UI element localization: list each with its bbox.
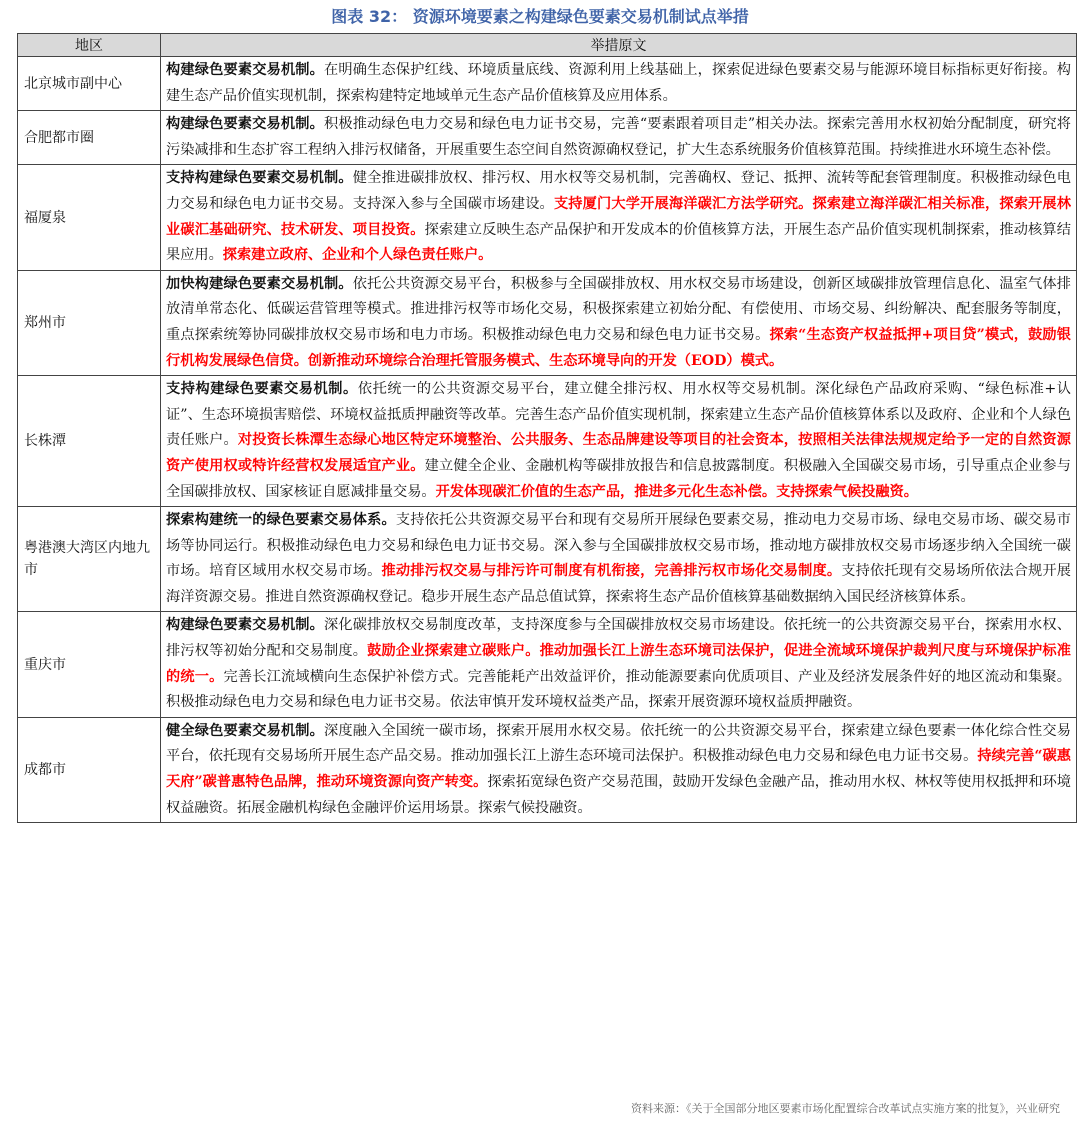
region-cell: 重庆市 — [18, 612, 161, 717]
table-body — [18, 57, 1077, 823]
table-row — [18, 111, 1077, 165]
body-text: 健全推进碳排放权、排污权、用水权等交易机制，完善确权、登记、抵押、流转等配套管理制度。积极推动绿色电力交易和绿色电力证书交易。支持深入参与全国碳市场建设。 — [166, 170, 1071, 212]
body-text: 探索拓宽绿色资产交易范围，鼓励开发绿色金融产品，推动用水权、林权等使用权抵押和环境权益融资。拓展金融机构绿色金融评价运用场景。探索气候投融资。 — [166, 774, 1071, 816]
measure-heading: 构建绿色要素交易机制。 — [166, 617, 325, 634]
measures-cell — [161, 270, 1077, 375]
region-cell: 北京城市副中心 — [18, 57, 161, 111]
body-text: 依托统一的公共资源交易平台，建立健全排污权、用水权等交易机制。深化绿色产品政府采购、“绿色标准+认证”、生态环境损害赔偿、环境权益抵质押融资等改革。完善生态产品价值实现机制，探索建立生态产品价值核算体系以及政府、企业和个人绿色责任账户。 — [166, 381, 1071, 449]
table-row — [18, 507, 1077, 612]
measure-heading: 构建绿色要素交易机制。 — [166, 62, 325, 78]
region-cell: 长株潭 — [18, 376, 161, 507]
highlighted-text: 持续完善“碳惠天府”碳普惠特色品牌，推动环境资源向资产转变。 — [166, 748, 1071, 791]
measure-heading: 支持构建绿色要素交易机制。 — [166, 381, 358, 398]
table-row — [18, 270, 1077, 375]
region-cell: 成都市 — [18, 717, 161, 822]
body-text: 深化碳排放权交易制度改革，支持深度参与全国碳排放权交易市场建设。依托统一的公共资源交易平台，探索用水权、排污权等初始分配和交易制度。 — [166, 617, 1071, 660]
table-row — [18, 376, 1077, 507]
region-cell: 郑州市 — [18, 270, 161, 375]
table-row — [18, 717, 1077, 822]
table-row — [18, 57, 1077, 111]
measure-heading: 支持构建绿色要素交易机制。 — [166, 170, 353, 187]
measures-table — [17, 33, 1077, 823]
measures-cell — [161, 165, 1077, 270]
body-text: 在明确生态保护红线、环境质量底线、资源利用上线基础上，探索促进绿色要素交易与能源环境目标指标更好衔接。构建生态产品价值实现机制，探索构建特定地域单元生态产品价值核算及应用体系。 — [166, 62, 1071, 104]
body-text: 积极推动绿色电力交易和绿色电力证书交易，完善“要素跟着项目走”相关办法。探索完善用水权初始分配制度，研究将污染减排和生态扩容工程纳入排污权储备，开展重要生态空间自然资源确权登记，扩大生态系统服务价值核算范围。持续推进水环境生态补偿。 — [166, 116, 1071, 158]
highlighted-text: 探索“生态资产权益抵押+项目贷”模式，鼓励银行机构发展绿色信贷。创新推动环境综合治理托管服务模式、生态环境导向的开发（EOD）模式。 — [166, 326, 1071, 369]
body-text: 建立健全企业、金融机构等碳排放报告和信息披露制度。积极融入全国碳交易市场，引导重点企业参与全国碳排放权、国家核证自愿减排量交易。 — [166, 457, 1071, 500]
body-text: 支持依托现有交易场所依法合规开展海洋资源交易。推进自然资源确权登记。稳步开展生态产品总值试算，探索将生态产品价值核算基础数据纳入国民经济核算体系。 — [166, 563, 1071, 605]
measures-cell — [161, 717, 1077, 822]
figure-title: 图表 32： 资源环境要素之构建绿色要素交易机制试点举措 — [331, 7, 749, 26]
highlighted-text: 支持厦门大学开展海洋碳汇方法学研究。探索建立海洋碳汇相关标准，探索开展林业碳汇基础研究、技术研发、项目投资。 — [166, 195, 1071, 238]
body-text: 深度融入全国统一碳市场，探索开展用水权交易。依托统一的公共资源交易平台，探索建立绿色要素一体化综合性交易平台，依托现有交易场所开展生态产品交易。推动加强长江上游生态环境司法保护。积极推动绿色电力交易和绿色电力证书交易。 — [166, 722, 1071, 765]
highlighted-text: 推动排污权交易与排污许可制度有机衔接，完善排污权市场化交易制度。 — [381, 563, 842, 580]
measures-cell — [161, 376, 1077, 507]
table-row — [18, 165, 1077, 270]
measure-heading: 探索构建统一的绿色要素交易体系。 — [166, 512, 396, 529]
body-text: 依托公共资源交易平台，积极参与全国碳排放权、用水权交易市场建设，创新区域碳排放管理信息化、温室气体排放清单常态化、低碳运营管理等模式。推进排污权等市场化交易，积极探索建立初始分配、有偿使用、市场交易、纠纷解决、配套服务等制度，重点探索统筹协同碳排放权交易市场和电力市场。积极推动绿色电力交易和绿色电力证书交易。 — [166, 275, 1071, 343]
source-note: 资料来源：《关于全国部分地区要素市场化配置综合改革试点实施方案的批复》，兴业研究 — [631, 1102, 1060, 1115]
measures-cell — [161, 507, 1077, 612]
table-row — [18, 612, 1077, 717]
highlighted-text: 鼓励企业探索建立碳账户。推动加强长江上游生态环境司法保护，促进全流域环境保护裁判尺度与环境保护标准的统一。 — [166, 643, 1071, 685]
region-cell: 合肥都市圈 — [18, 111, 161, 165]
column-header-region: 地区 — [18, 34, 161, 57]
measure-heading: 构建绿色要素交易机制。 — [166, 116, 324, 133]
region-cell: 福厦泉 — [18, 165, 161, 270]
highlighted-text: 探索建立政府、企业和个人绿色责任账户。 — [222, 247, 493, 264]
measures-cell — [161, 111, 1077, 165]
measure-heading: 健全绿色要素交易机制。 — [166, 722, 325, 739]
measure-heading: 加快构建绿色要素交易机制。 — [166, 275, 353, 292]
region-cell: 粤港澳大湾区内地九市 — [18, 507, 161, 612]
measures-cell — [161, 57, 1077, 111]
highlighted-text: 开发体现碳汇价值的生态产品，推进多元化生态补偿。支持探索气候投融资。 — [435, 483, 918, 500]
table-header-row — [18, 34, 1077, 57]
body-text: 探索建立反映生态产品保护和开发成本的价值核算方法，开展生态产品价值实现机制探索，推动核算结果应用。 — [166, 221, 1071, 264]
highlighted-text: 对投资长株潭生态绿心地区特定环境整治、公共服务、生态品牌建设等项目的社会资本，按照相关法律法规规定给予一定的自然资源资产使用权或特许经营权发展适宜产业。 — [166, 432, 1071, 474]
body-text: 完善长江流域横向生态保护补偿方式。完善能耗产出效益评价，推动能源要素向优质项目、产业及经济发展条件好的地区流动和集聚。积极推动绿色电力交易和绿色电力证书交易。依法审慎开发环境权益类产品，探索开展资源环境权益质押融资。 — [166, 668, 1071, 711]
column-header-measures: 举措原文 — [161, 34, 1077, 57]
measures-cell — [161, 612, 1077, 717]
body-text: 支持依托公共资源交易平台和现有交易所开展绿色要素交易，推动电力交易市场、绿电交易市场、碳交易市场等协同运行。积极推动绿色电力交易和绿色电力证书交易。深入参与全国碳排放权交易市场，推动地方碳排放权交易市场逐步纳入全国统一碳市场。培育区域用水权交易市场。 — [166, 512, 1071, 580]
